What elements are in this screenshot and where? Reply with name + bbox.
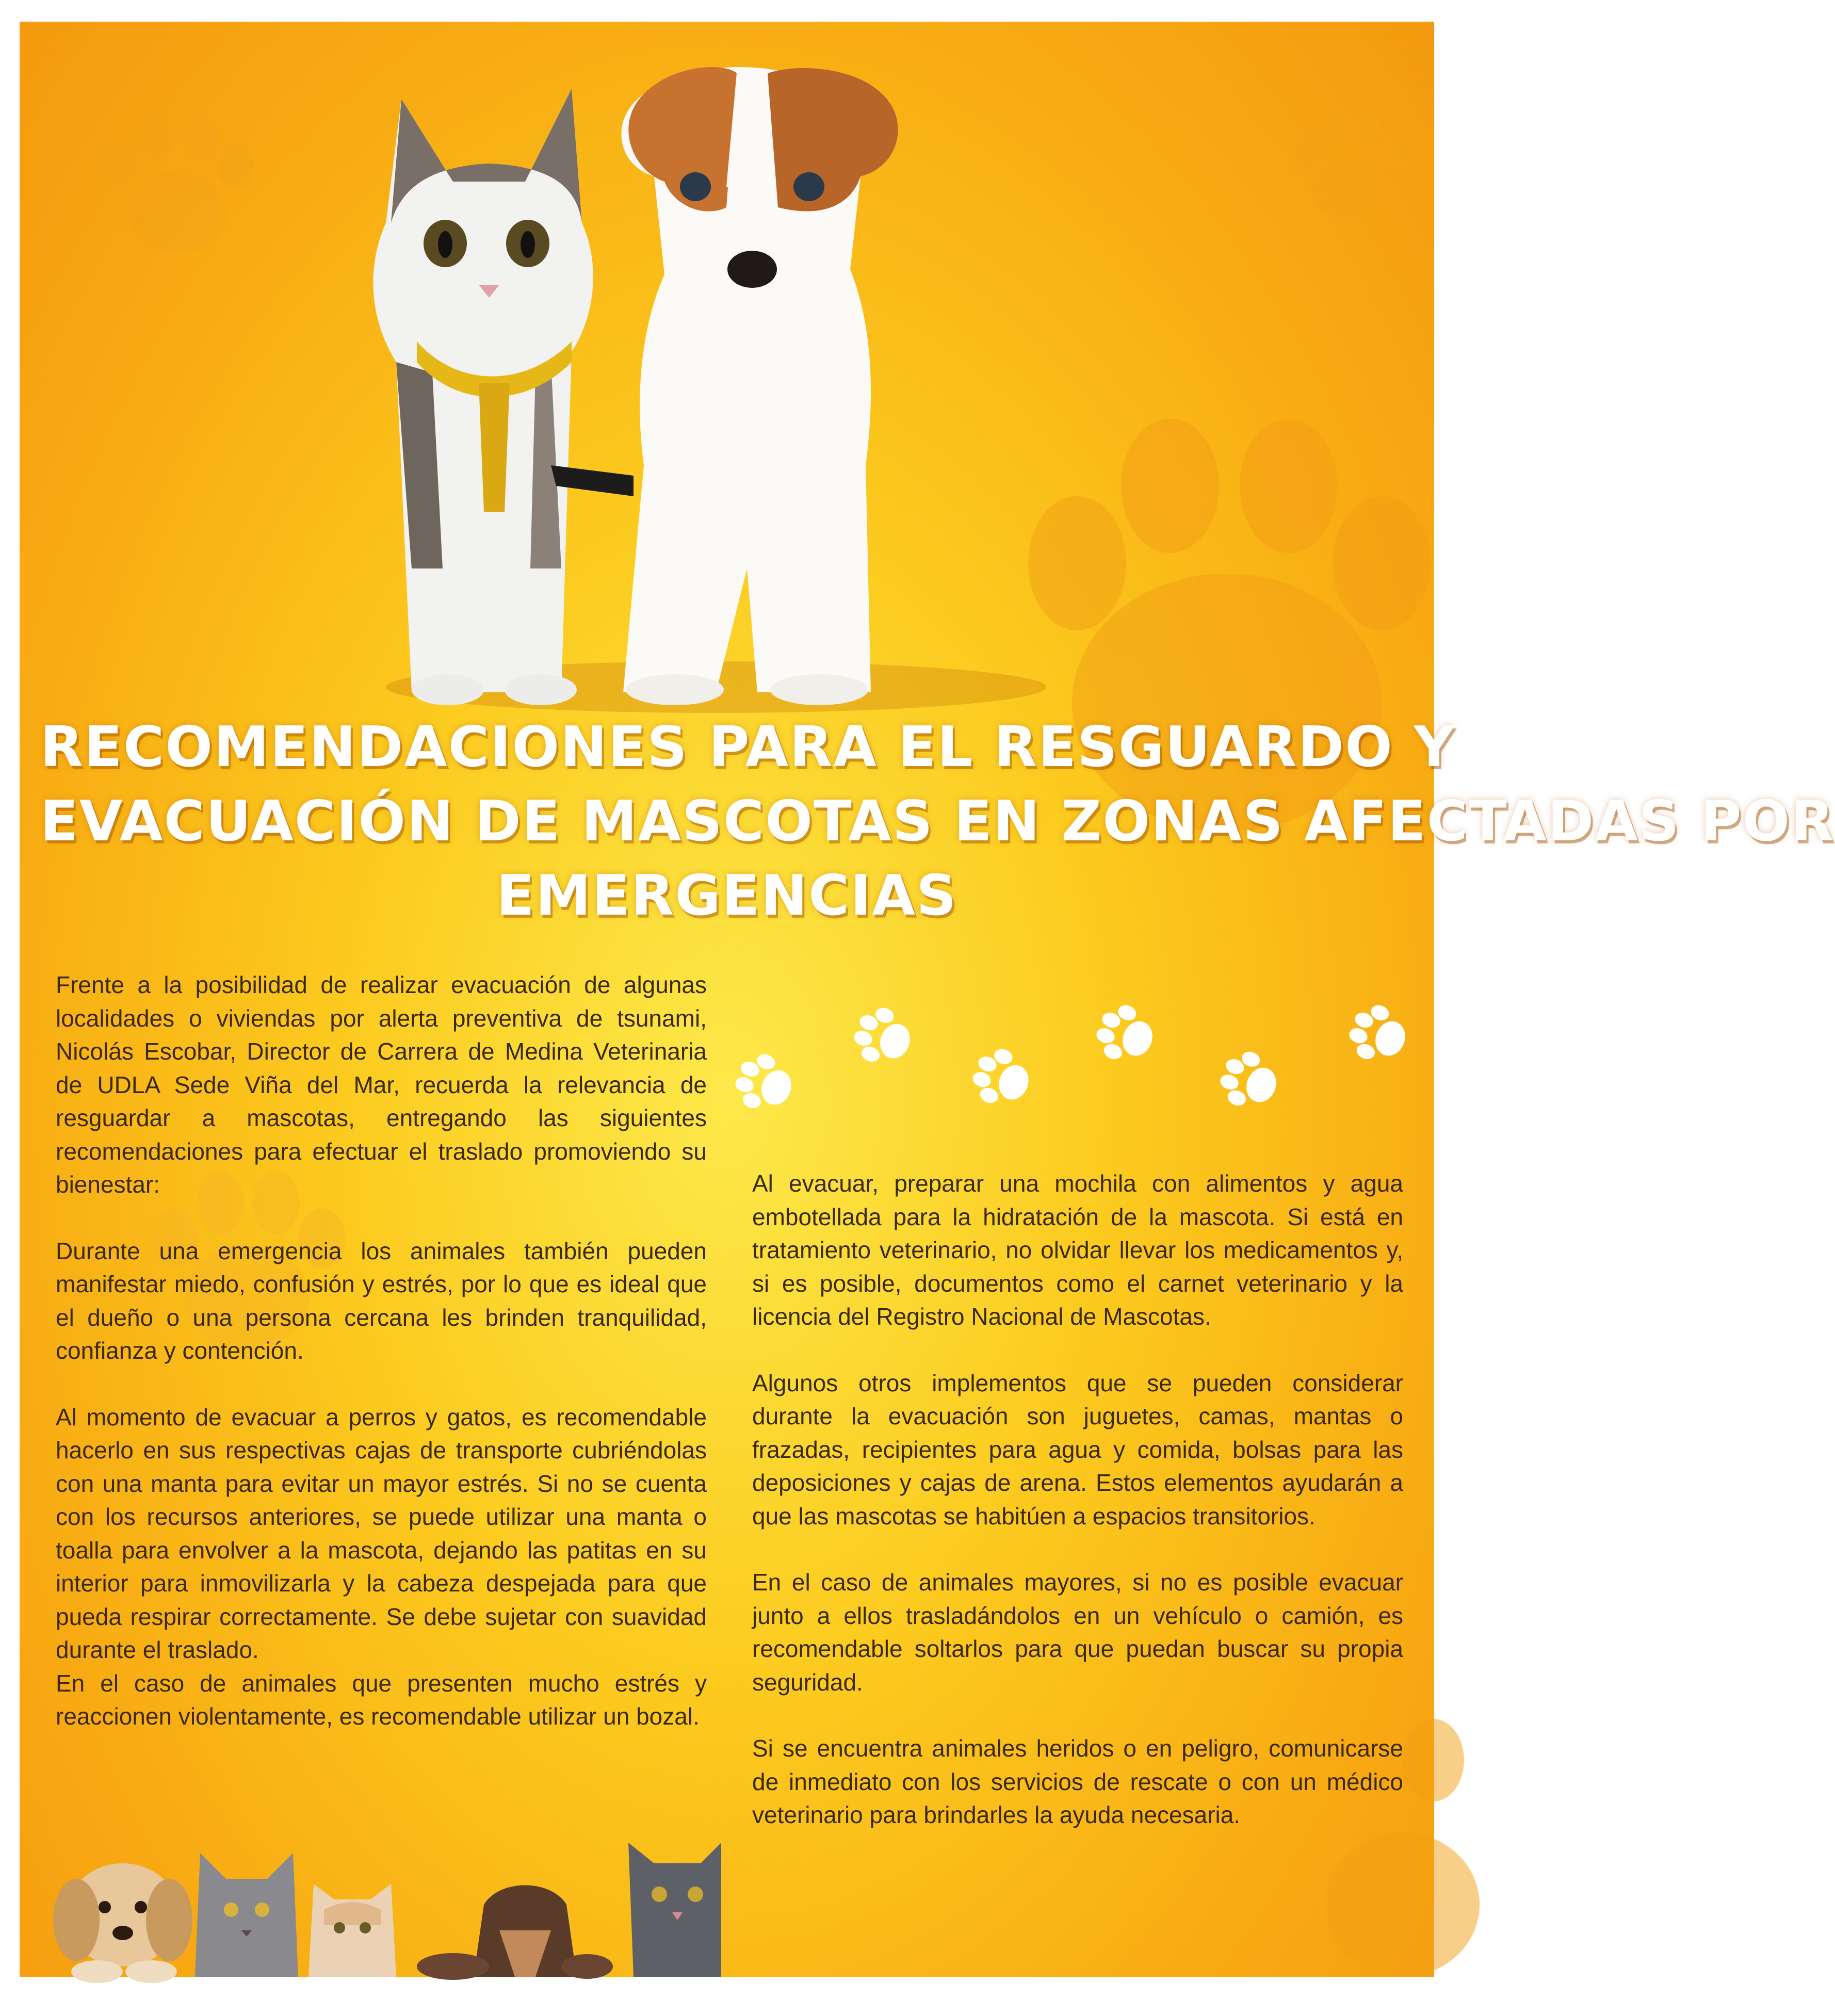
- paw-icon: [1343, 999, 1414, 1070]
- puppy-figure: [551, 67, 898, 705]
- title-line-2: EVACUACIÓN DE MASCOTAS EN ZONAS AFECTADAS POR: [40, 789, 1835, 854]
- puppy-photo: [417, 1885, 613, 1980]
- right-column: [752, 1167, 1403, 1832]
- title-line-1: RECOMENDACIONES PARA EL RESGUARDO Y: [40, 715, 1455, 779]
- page-title: [40, 710, 1835, 933]
- kitten-photo: [195, 1853, 298, 1977]
- kitten-figure: [373, 89, 593, 705]
- title-line-3: EMERGENCIAS: [496, 864, 957, 928]
- paw-icon: [848, 1001, 918, 1072]
- paw-icon: [966, 1043, 1037, 1114]
- paw-print-icon: [92, 109, 262, 264]
- paragraph: Durante una emergencia los animales también pueden manifestar miedo, confusión y estrés, por lo que es ideal que el dueño o una persona cercana les brinden tranquilidad, confianza y contención.: [56, 1237, 707, 1364]
- puppy-photo: [53, 1863, 192, 1983]
- poster: [20, 22, 1835, 1977]
- bottom-pets-image: [20, 1822, 752, 1977]
- paragraph: Frente a la posibilidad de realizar evacuación de algunas localidades o viviendas por alerta preventiva de tsunami, Nicolás Escobar, Director de Carrera de Medina Veterinaria de UDLA Sede Viña del Mar, recuerda la relevancia de resguardar a mascotas, entregando las siguientes recomendaciones para efectuar el traslado promoviendo su bienestar:: [56, 971, 707, 1198]
- paragraph: En el caso de animales que presenten mucho estrés y reaccionen violentamente, es recomendable utilizar un bozal.: [56, 1669, 707, 1730]
- kitten-and-puppy-image: [355, 53, 1067, 713]
- paragraph: Al momento de evacuar a perros y gatos, es recomendable hacerlo en sus respectivas cajas de transporte cubriéndolas con una manta para evitar un mayor estrés. Si no se cuenta con los recursos anteriores, se puede utilizar una manta o toalla para envolver a la mascota, dejando las patitas en su interior para inmovilizarla y la cabeza despejada para que pueda respirar correctamente. Se debe sujetar con suavidad durante el traslado.: [56, 1403, 707, 1663]
- left-column: [56, 968, 707, 1733]
- paw-icon: [729, 1048, 800, 1119]
- paragraph: Si se encuentra animales heridos o en peligro, comunicarse de inmediato con los servicios de rescate o con un médico veterinario para brindarles la ayuda necesaria.: [752, 1735, 1403, 1828]
- paw-prints-row: [716, 991, 1423, 1126]
- paw-print-icon: [1284, 109, 1412, 228]
- kitten-photo: [308, 1884, 396, 1977]
- paragraph: Al evacuar, preparar una mochila con alimentos y agua embotellada para la hidratación de la mascota. Si está en tratamiento veterinario, no olvidar llevar los medicamentos y, si es posible, documentos como el carnet veterinario y la licencia del Registro Nacional de Mascotas.: [752, 1170, 1403, 1330]
- paragraph: En el caso de animales mayores, si no es posible evacuar junto a ellos trasladándolos en un vehículo o camión, es recomendable soltarlos para que puedan buscar su propia seguridad.: [752, 1569, 1403, 1696]
- paw-icon: [1214, 1045, 1285, 1116]
- paw-icon: [1090, 999, 1161, 1070]
- kitten-photo: [628, 1843, 721, 1977]
- paragraph: Algunos otros implementos que se pueden considerar durante la evacuación son juguetes, camas, mantas o frazadas, recipientes para agua y comida, bolsas para las deposiciones y cajas de arena. Estos elementos ayudarán a que las mascotas se habitúen a espacios transitorios.: [752, 1369, 1403, 1530]
